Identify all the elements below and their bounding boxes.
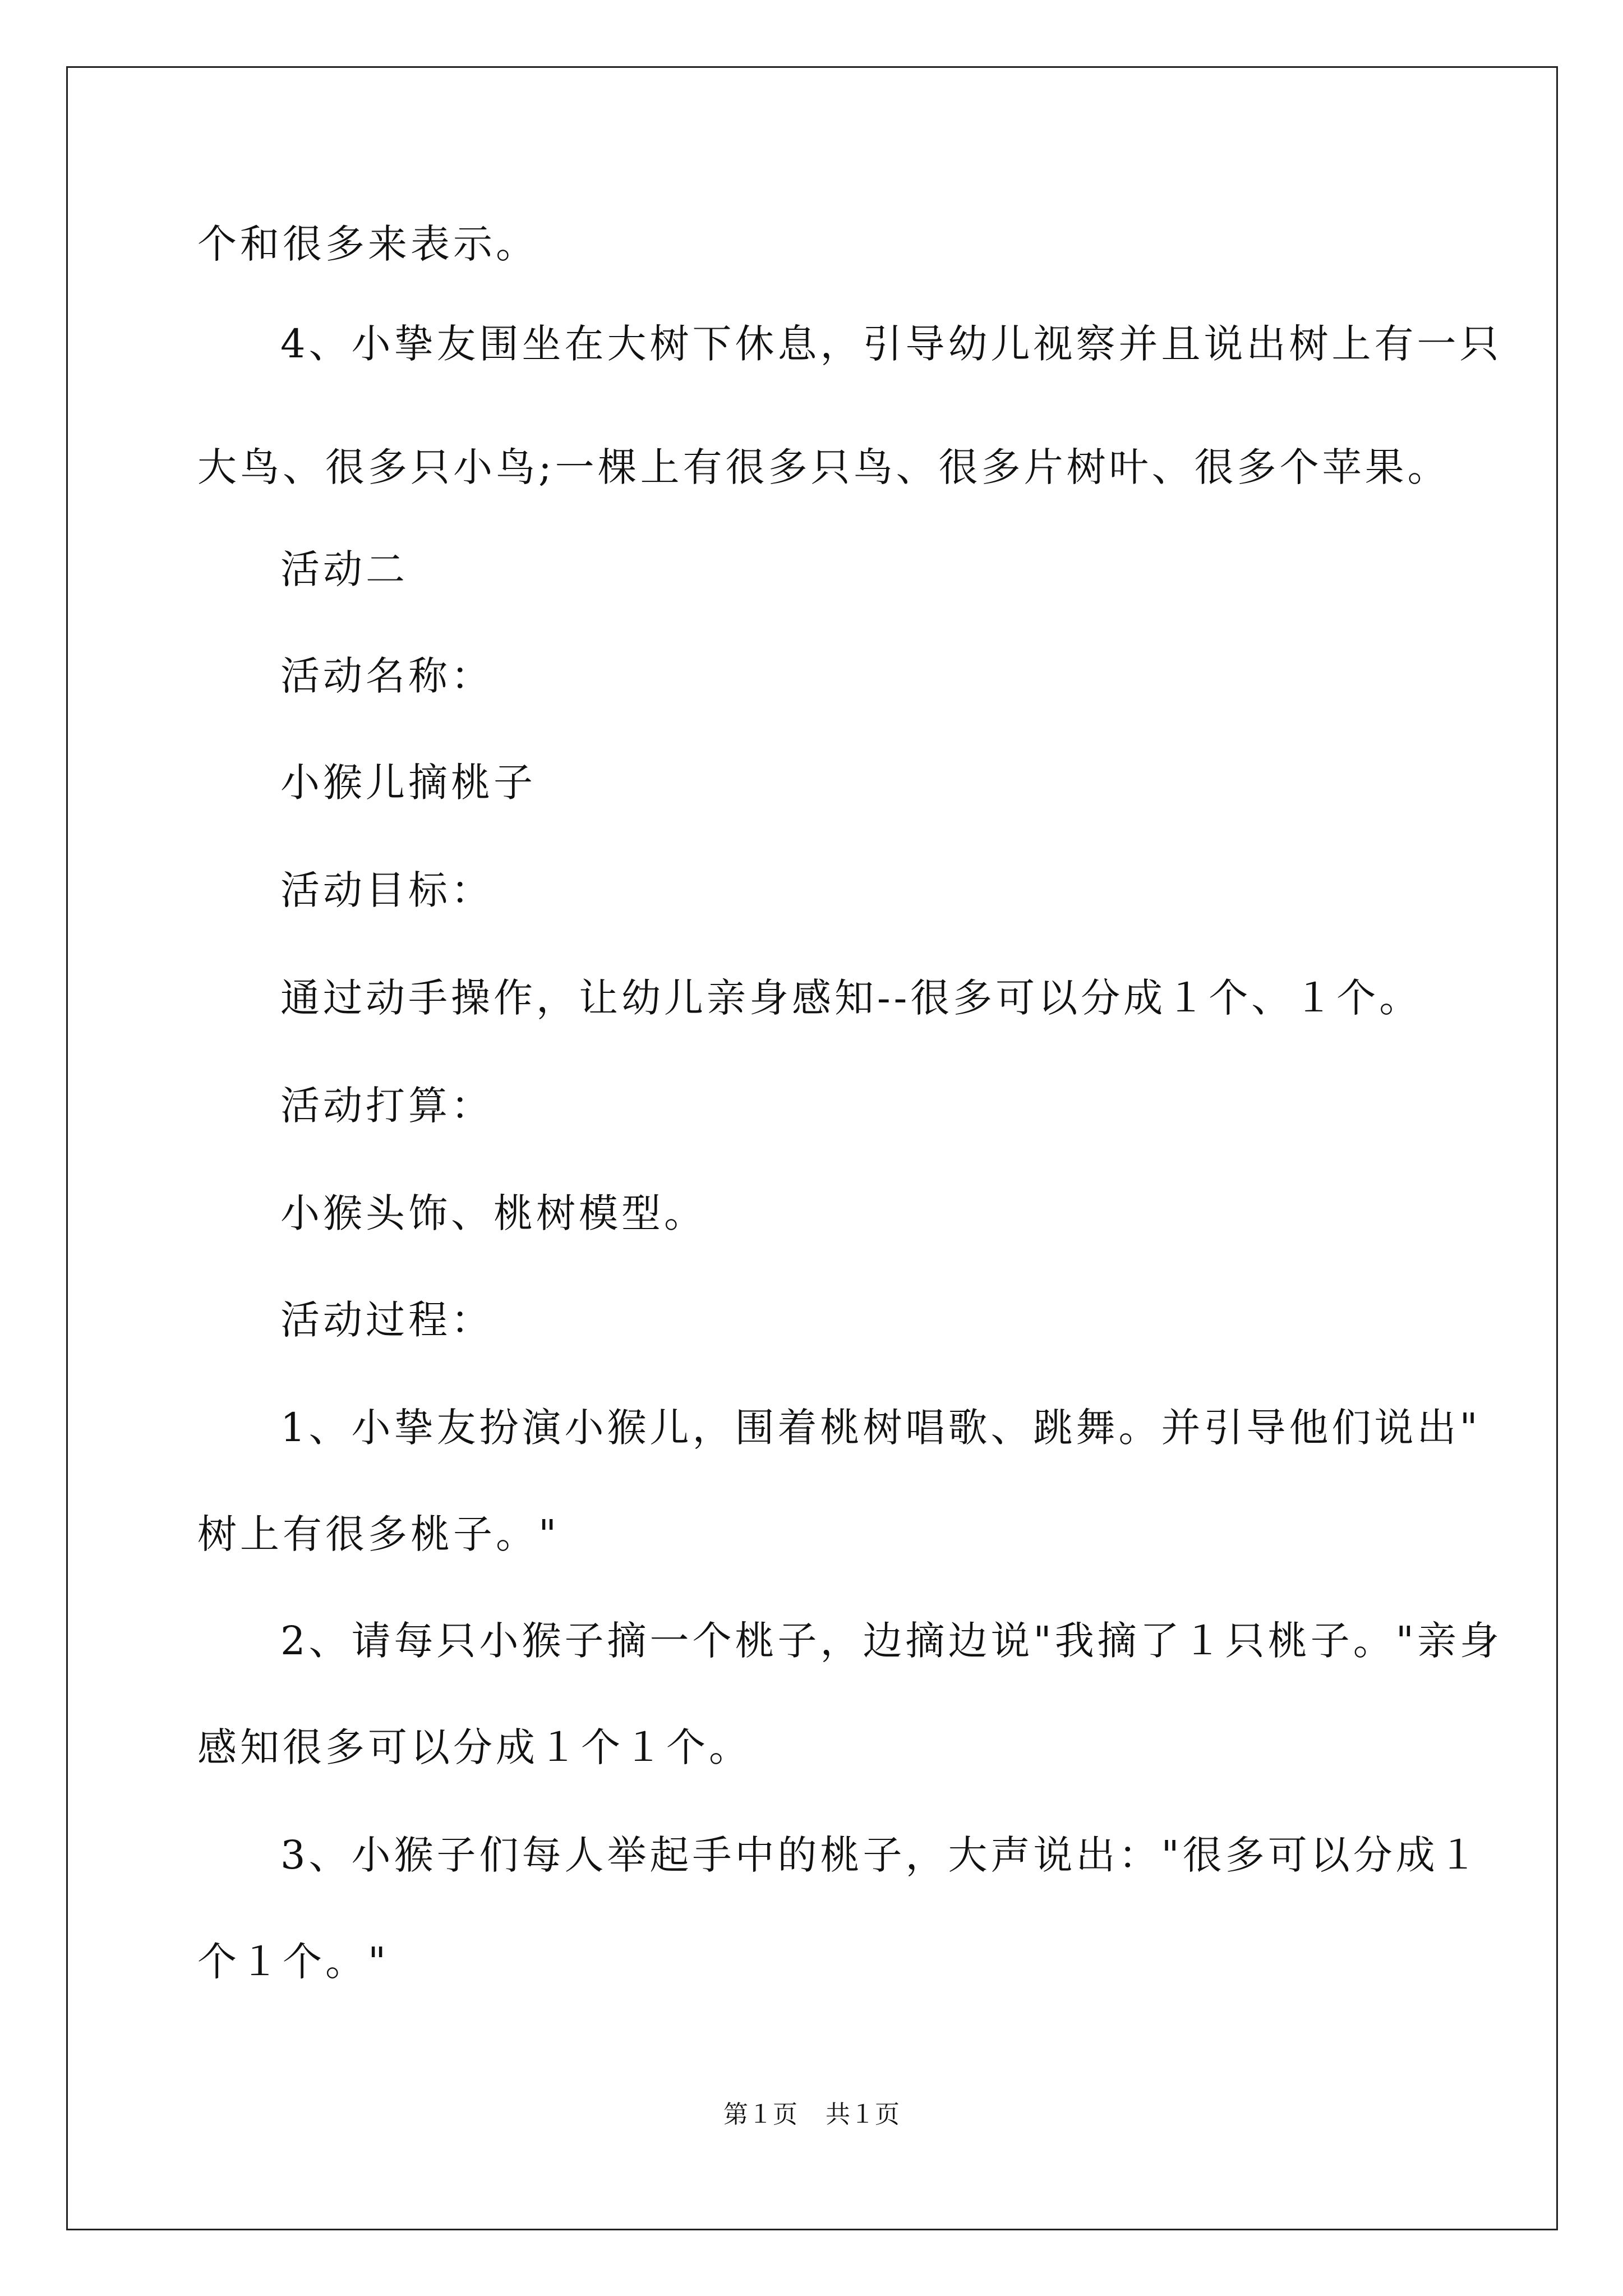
paragraph-line: 2、请每只小猴子摘一个桃子，边摘边说"我摘了１只桃子。"亲身 <box>280 1618 1502 1664</box>
page-number: 第１页 <box>723 2100 797 2129</box>
field-value: 小猴头饰、桃树模型。 <box>280 1190 707 1236</box>
field-label: 活动过程： <box>280 1297 494 1343</box>
page-border <box>66 66 1558 2230</box>
field-label: 活动打算： <box>280 1083 494 1129</box>
field-label: 活动目标： <box>280 867 494 913</box>
paragraph-line: 1、小挚友扮演小猴儿，围着桃树唱歌、跳舞。并引导他们说出" <box>280 1405 1481 1451</box>
paragraph-line: 大鸟、很多只小鸟;一棵上有很多只鸟、很多片树叶、很多个苹果。 <box>197 444 1450 490</box>
field-value: 通过动手操作，让幼儿亲身感知--很多可以分成１个、１个。 <box>280 975 1422 1021</box>
paragraph-line: 3、小猴子们每人举起手中的桃子，大声说出："很多可以分成１ <box>280 1832 1481 1878</box>
paragraph-line: 个１个。" <box>197 1939 390 1985</box>
paragraph-line: 个和很多来表示。 <box>197 221 538 267</box>
paragraph-line: 4、小挚友围坐在大树下休息，引导幼儿视察并且说出树上有一只 <box>280 321 1502 367</box>
paragraph-line: 树上有很多桃子。" <box>197 1511 560 1557</box>
field-label: 活动名称： <box>280 653 494 699</box>
paragraph-line: 感知很多可以分成１个１个。 <box>197 1724 751 1770</box>
section-heading: 活动二 <box>280 546 408 592</box>
field-value: 小猴儿摘桃子 <box>280 760 536 806</box>
page-total: 共１页 <box>826 2100 900 2129</box>
page-footer <box>0 2098 1623 2132</box>
